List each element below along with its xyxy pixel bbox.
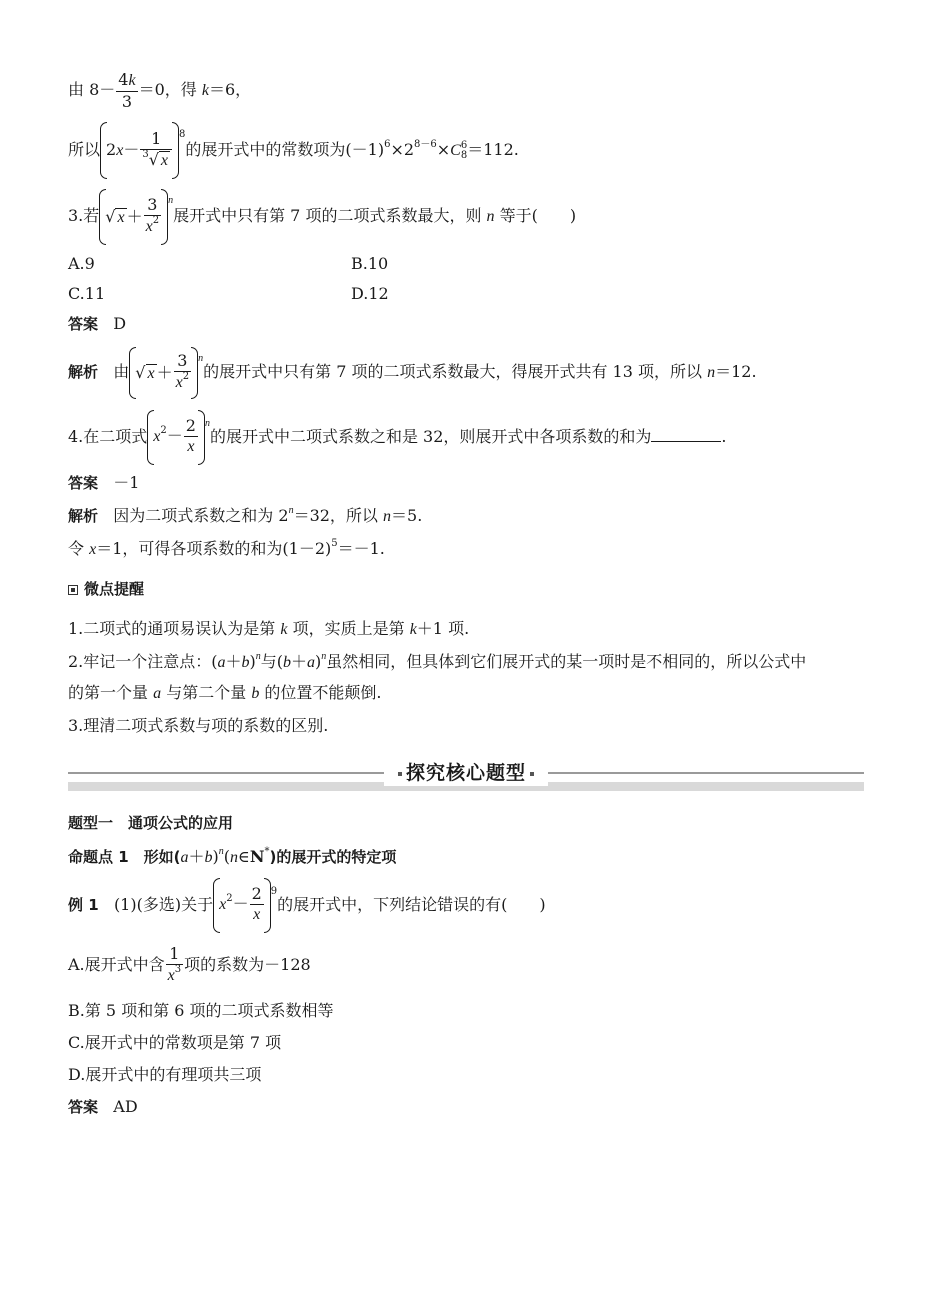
answer-value: AD xyxy=(113,1097,138,1116)
fraction xyxy=(116,70,137,112)
text: ×2 xyxy=(390,140,415,159)
dot-icon xyxy=(530,772,534,776)
text: C.11 xyxy=(68,284,106,303)
section-divider xyxy=(68,760,864,792)
text: 虽然相同，但具体到它们展开式的某一项时是不相同的，所以公式中 xyxy=(326,652,807,671)
text: B.10 xyxy=(351,254,389,273)
text: 1.二项式的通项易误认为是第 xyxy=(68,619,276,638)
text: － xyxy=(166,426,183,445)
text xyxy=(144,216,161,239)
variable: a xyxy=(307,654,316,671)
text: D.展开式中的有理项共三项 xyxy=(68,1065,262,1084)
example-option-c xyxy=(68,1032,281,1054)
fraction xyxy=(140,129,172,173)
text: 3 xyxy=(144,195,161,216)
text: 探究核心题型 xyxy=(405,762,527,784)
exponent: 2 xyxy=(226,893,233,904)
text: 由 xyxy=(113,362,130,381)
cube-root: $^3$√ x xyxy=(142,148,169,169)
fraction xyxy=(250,884,264,925)
answer-blank[interactable] xyxy=(651,427,721,442)
variable: a xyxy=(153,685,162,702)
text: 项，实质上是第 xyxy=(292,619,405,638)
text: ＝1，可得各项系数的和为(1－2) xyxy=(96,539,332,558)
text: 所以 xyxy=(68,140,101,159)
example-option-d xyxy=(68,1064,261,1086)
variable: a xyxy=(217,654,226,671)
text: A.9 xyxy=(68,254,95,273)
fraction xyxy=(184,416,198,457)
tip-3 xyxy=(68,715,328,737)
binomial-paren: √ x ＋ $\frac{3}{x^2}$ xyxy=(129,347,198,399)
variable: x xyxy=(187,438,195,455)
text: ∈ xyxy=(238,847,250,866)
text: A.展开式中含 xyxy=(68,955,165,974)
proposition-heading xyxy=(68,846,396,871)
text: － xyxy=(232,894,249,913)
variable: x xyxy=(153,428,161,445)
exponent: n xyxy=(255,651,261,662)
square-bullet-icon xyxy=(68,585,78,595)
fraction xyxy=(174,351,191,395)
text: ) xyxy=(249,652,256,671)
text: 6 xyxy=(460,139,468,151)
example-1 xyxy=(68,878,546,934)
text: － xyxy=(123,140,140,159)
solution-line-1 xyxy=(68,68,251,113)
binomial-paren xyxy=(100,122,179,179)
text: D.12 xyxy=(351,284,389,303)
exponent: * xyxy=(264,846,270,857)
text: ＝－1. xyxy=(337,539,385,558)
variable: x xyxy=(117,208,125,226)
exponent: 3 xyxy=(174,963,182,975)
solution-label: 解析 xyxy=(68,507,99,525)
text: ( xyxy=(223,847,231,866)
question-3 xyxy=(68,188,576,247)
text: ＝32，所以 xyxy=(293,506,378,525)
exponent: n xyxy=(168,195,174,206)
variable: n xyxy=(707,364,716,381)
fraction xyxy=(144,195,161,239)
type-heading xyxy=(68,812,233,834)
variable: n xyxy=(230,849,239,866)
text: 2 xyxy=(106,140,117,159)
text: ＋1 项. xyxy=(416,619,470,638)
text: 与第二个量 xyxy=(166,683,247,702)
text: 3.理清二项式系数与项的系数的区别. xyxy=(68,716,329,735)
text: 4 xyxy=(118,69,129,89)
variable: k xyxy=(409,621,417,638)
fraction xyxy=(166,944,183,988)
variable: x xyxy=(219,896,227,913)
text: ＝6， xyxy=(208,80,252,99)
variable: x xyxy=(253,906,261,923)
variable: x xyxy=(167,966,175,984)
answer-example-1 xyxy=(68,1096,138,1118)
text: 因为二项式系数之和为 2 xyxy=(113,506,289,525)
exponent: 6 xyxy=(384,139,391,150)
answer-3 xyxy=(68,313,126,335)
exponent: 8 xyxy=(179,129,186,140)
text: 题型一 通项公式的应用 xyxy=(68,814,234,832)
text: C.展开式中的常数项是第 7 项 xyxy=(68,1033,282,1052)
text: ＝5. xyxy=(391,506,423,525)
binomial-paren: √ x ＋ $\frac{3}{x^2}$ xyxy=(99,189,168,245)
solution-4 xyxy=(68,505,422,530)
tips-heading xyxy=(68,578,144,600)
exponent: 2 xyxy=(182,371,190,382)
text: 的第一个量 xyxy=(68,683,149,702)
answer-label: 答案 xyxy=(68,1098,99,1116)
example-option-a xyxy=(68,942,311,988)
variable: b xyxy=(241,654,250,671)
answer-label: 答案 xyxy=(68,474,99,492)
text: ＋ xyxy=(126,206,143,226)
variable: b xyxy=(283,654,292,671)
exponent: 9 xyxy=(270,886,278,897)
variable: C xyxy=(450,142,461,159)
variable: n xyxy=(486,208,495,225)
binomial-paren xyxy=(213,878,271,933)
variable: x xyxy=(147,364,155,382)
example-option-b xyxy=(68,1000,334,1022)
text: 令 xyxy=(68,539,85,558)
variable: b xyxy=(251,685,260,702)
solution-line-2 xyxy=(68,122,519,181)
text: ＋ xyxy=(188,847,205,866)
text xyxy=(174,372,191,395)
text: 的展开式中的常数项为(－1) xyxy=(185,140,385,159)
text: 命题点 1 形如( xyxy=(68,848,181,866)
text: ＋ xyxy=(156,362,173,382)
text: 3 xyxy=(121,91,133,111)
variable: k xyxy=(280,621,288,638)
answer-4 xyxy=(68,472,139,494)
variable: x xyxy=(116,142,124,159)
text: 的展开式中二项式系数之和是 32，则展开式中各项系数的和为 xyxy=(209,427,652,446)
text: 展开式中只有第 7 项的二项式系数最大，则 xyxy=(173,206,482,225)
text: 由 8－ xyxy=(68,80,116,99)
text: 等于( ) xyxy=(499,206,577,225)
variable: a xyxy=(180,849,189,866)
solution-3 xyxy=(68,346,757,401)
variable: x xyxy=(145,218,153,235)
solution-4-line-2 xyxy=(68,538,385,563)
text: 1 xyxy=(166,944,183,965)
variable: n xyxy=(383,508,392,525)
text: 的位置不能颠倒. xyxy=(264,683,382,702)
answer-value: －1 xyxy=(113,473,140,492)
text: ＝112. xyxy=(467,140,519,159)
dot-icon xyxy=(398,772,402,776)
binomial-paren xyxy=(147,410,205,465)
text: ＋ xyxy=(225,652,242,671)
section-title xyxy=(384,760,548,786)
question-4 xyxy=(68,410,727,466)
answer-label: 答案 xyxy=(68,315,99,333)
text: ) xyxy=(212,847,219,866)
text: B.第 5 项和第 6 项的二项式系数相等 xyxy=(68,1001,334,1020)
option-a xyxy=(68,253,95,275)
text: 2 xyxy=(251,884,262,903)
exponent: 5 xyxy=(331,538,338,549)
tips-title: 微点提醒 xyxy=(84,580,145,598)
text: 的展开式中只有第 7 项的二项式系数最大，得展开式共有 13 项，所以 xyxy=(203,362,702,381)
text: 3.若 xyxy=(68,206,100,225)
exponent: 8－6 xyxy=(414,139,437,150)
exponent: n xyxy=(218,846,224,857)
exponent: 2 xyxy=(152,215,160,226)
exponent: n xyxy=(204,418,210,429)
exponent: 2 xyxy=(160,425,167,436)
solution-label: 解析 xyxy=(68,363,99,381)
text: ) xyxy=(315,652,322,671)
variable: x xyxy=(175,374,183,391)
exponent: n xyxy=(288,505,294,516)
text: )的展开式的特定项 xyxy=(269,848,397,866)
text: 3 xyxy=(174,351,191,372)
tip-2-line-2 xyxy=(68,682,382,705)
option-d xyxy=(351,283,389,305)
text: 项的系数为－128 xyxy=(184,955,311,974)
text: (1)(多选)关于 xyxy=(113,895,214,914)
text: 2 xyxy=(185,416,196,435)
text: . xyxy=(721,427,727,446)
variable: b xyxy=(204,849,213,866)
text: ＝0，得 xyxy=(138,80,197,99)
tip-2 xyxy=(68,651,806,676)
answer-value: D xyxy=(113,314,127,333)
text: ＝12. xyxy=(715,362,757,381)
root-index: 3 xyxy=(142,148,149,160)
text: × xyxy=(436,140,451,159)
exponent: n xyxy=(321,651,327,662)
example-label: 例 1 xyxy=(68,896,99,914)
option-b xyxy=(351,253,388,275)
variable: k xyxy=(201,82,209,99)
text: 4.在二项式 xyxy=(68,427,148,446)
variable: x xyxy=(89,541,97,558)
variable: x xyxy=(160,151,169,169)
variable: k xyxy=(128,71,136,89)
text: 的展开式中，下列结论错误的有( ) xyxy=(277,895,546,914)
text: 与( xyxy=(260,652,284,671)
text: N xyxy=(249,847,265,866)
text xyxy=(166,965,183,988)
text: 1 xyxy=(140,129,172,150)
exponent: n xyxy=(198,353,204,364)
text: 2.牢记一个注意点：( xyxy=(68,652,218,671)
option-c xyxy=(68,283,105,305)
text: 8 xyxy=(460,149,468,161)
text: ＋ xyxy=(291,652,308,671)
tip-1 xyxy=(68,618,469,641)
